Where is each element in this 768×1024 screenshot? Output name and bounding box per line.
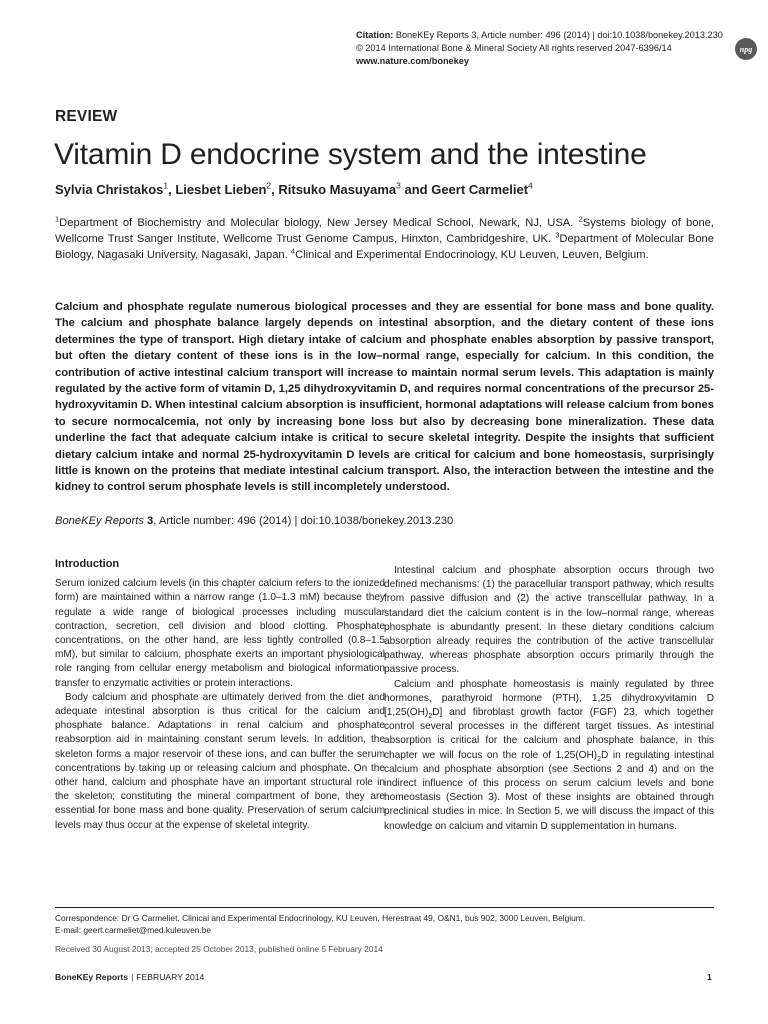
- footnote-divider: [55, 907, 714, 908]
- affiliations: [55, 215, 714, 263]
- affiliation-marker: 2: [266, 180, 272, 191]
- copyright-line: © 2014 International Bone & Mineral Society All rights reserved 2047-6396/14: [356, 43, 672, 53]
- affiliation-text: Clinical and Experimental Endocrinology, KU Leuven, Leuven, Belgium.: [295, 249, 649, 261]
- author-name: Ritsuko Masuyama: [278, 182, 397, 197]
- article-citation: BoneKEy Reports 3, Article number: 496 (2014) | doi:10.1038/bonekey.2013.230: [55, 515, 454, 527]
- author-list: Sylvia Christakos$^1$, Liesbet Lieben$^2$, Ritsuko Masuyama$^3$ and Geert Carmeliet$^4$: [55, 180, 533, 197]
- page-number: 1: [707, 972, 712, 982]
- paragraph: Calcium and phosphate homeostasis is mainly regulated by three hormones, parathyroid hormone (PTH), 1,25 dihydroxyvitamin D $[1,25(OH)_2D]$ and fibroblast growth factor (FGF) 23, which together control several processes in the different target tissues. As intestinal absorption is critical for the calcium and phosphate balance, in this chapter we will focus on the role of $1,25(OH)_2D$ in regulating intestinal calcium and phosphate absorption (see Sections 2 and 4) and on the indirect influence of this process on serum calcium levels and bone homeostasis (Section 3). Most of these insights are obtained through preclinical studies in mice. In Section 5, we will discuss the impact of this knowledge on calcium and vitamin D supplementation in humans.: [384, 678, 714, 832]
- affiliation-text: Department of Molecular Bone Biology, Nagasaki University, Nagasaki, Japan.: [55, 233, 714, 261]
- affiliation-marker: 3: [555, 230, 560, 240]
- affiliation-marker: 1: [55, 214, 60, 224]
- body-column-left: [55, 555, 385, 833]
- affiliation-marker: 4: [290, 246, 296, 256]
- publication-dates: Received 30 August 2013; accepted 25 October 2013; published online 5 February 2014: [55, 944, 383, 954]
- affiliation-marker: 1: [163, 180, 169, 191]
- affiliation-text: Systems biology of bone, Wellcome Trust Sanger Institute, Wellcome Trust Genome Campus, Hinxton, Cambridgeshire, UK.: [55, 217, 714, 245]
- paragraph: Body calcium and phosphate are ultimately derived from the diet and adequate intestinal absorption is thus critical for the calcium and phosphate balance. Adaptations in renal calcium and phosphate reabsorption aid in maintaining constant serum levels. In addition, the skeleton forms a major reservoir of these ions, and can buffer the serum concentrations by taking up or releasing calcium and phosphate. On the other hand, calcium and phosphate have an important structural role in the skeleton; constituting the mineral compartment of bone, they are essential for bone mass and bone quality. Preservation of serum calcium levels may thus occur at the expense of skeletal integrity.: [55, 691, 385, 831]
- correspondence-note: [55, 912, 714, 936]
- author-name: Geert Carmeliet: [431, 182, 529, 197]
- author-name: Liesbet Lieben: [175, 182, 267, 197]
- paragraph: Serum ionized calcium levels (in this chapter calcium refers to the ionized form) are maintained within a narrow range (1.0–1.3 mM) because they regulate a wide range of biological processes including muscular contraction, secretion, cell division and blood clotting. Phosphate concentrations, on the other hand, are less tightly controlled (0.8–1.5 mM), but similar to calcium, phosphate exerts an important physiological role ranging from cellular energy metabolism and biological information transfer to enzymatic activities or protein interactions.: [55, 578, 385, 689]
- affiliation-marker: 4: [528, 180, 533, 191]
- affiliation-marker: 2: [578, 214, 583, 224]
- journal-header: [356, 29, 728, 68]
- correspondence-email-link[interactable]: E-mail: geert.carmeliet@med.kuleuven.be: [55, 925, 212, 935]
- author-name: Sylvia Christakos: [55, 182, 164, 197]
- journal-url-link[interactable]: www.nature.com/bonekey: [356, 56, 469, 66]
- article-type-label: REVIEW: [55, 108, 118, 125]
- article-title: Vitamin D endocrine system and the intestine: [54, 138, 647, 171]
- paragraph: Intestinal calcium and phosphate absorption occurs through two defined mechanisms: (1) the paracellular transport pathway, which results from passive diffusion and (2) the active transcellular pathway. In a standard diet the calcium content is in the low–normal range, whereas phosphate is abundantly present. In these dietary conditions calcium absorption already requires the contribution of the active transcellular pathway, whereas phosphate absorption occurs primarily through the passive process.: [384, 565, 714, 676]
- page-footer: BoneKEy Reports | FEBRUARY 2014: [55, 972, 205, 982]
- citation-info: Citation: BoneKEy Reports 3, Article number: 496 (2014) | doi:10.1038/bonekey.2013.230: [356, 30, 723, 40]
- affiliation-text: Department of Biochemistry and Molecular biology, New Jersey Medical School, Newark, NJ, USA.: [59, 217, 579, 229]
- npg-logo: npg: [735, 38, 757, 60]
- correspondence-address: Correspondence: Dr G Carmeliet, Clinical and Experimental Endocrinology, KU Leuven, Herestraat 49, O&N1, bus 902, 3000 Leuven, Belgium.: [55, 913, 586, 923]
- body-column-right: [384, 564, 714, 834]
- affiliation-marker: 3: [396, 180, 401, 191]
- section-heading-introduction: Introduction: [55, 558, 120, 570]
- abstract: Calcium and phosphate regulate numerous biological processes and they are essential for bone mass and bone quality. The calcium and phosphate balance largely depends on intestinal absorption, and the dietary content of these ions determines the type of transport. High dietary intake of calcium and phosphate enables absorption by passive transport, but often the dietary content of these ions is in the low–normal range, especially for calcium. In this condition, the contribution of active intestinal calcium transport will increase to maintain normal serum levels. This adaptation is mainly regulated by the active form of vitamin D, 1,25 dihydroxyvitamin D, and requires normal concentrations of the precursor 25-hydroxyvitamin D. When intestinal calcium absorption is insufficient, hormonal adaptations will release calcium from bones to secure normocalcemia, not only by increasing bone loss but also by decreasing bone mineralization. These data underline the fact that adequate calcium intake is critical to secure skeletal integrity. Despite the insights that sufficient dietary calcium intake and normal 25-hydroxyvitamin D levels are critical for calcium and bone homeostasis, surprisingly little is known on the proteins that mediate intestinal calcium transport. Also, the interaction between the intestine and the kidney to control serum phosphate levels is still incompletely understood.: [55, 301, 714, 494]
